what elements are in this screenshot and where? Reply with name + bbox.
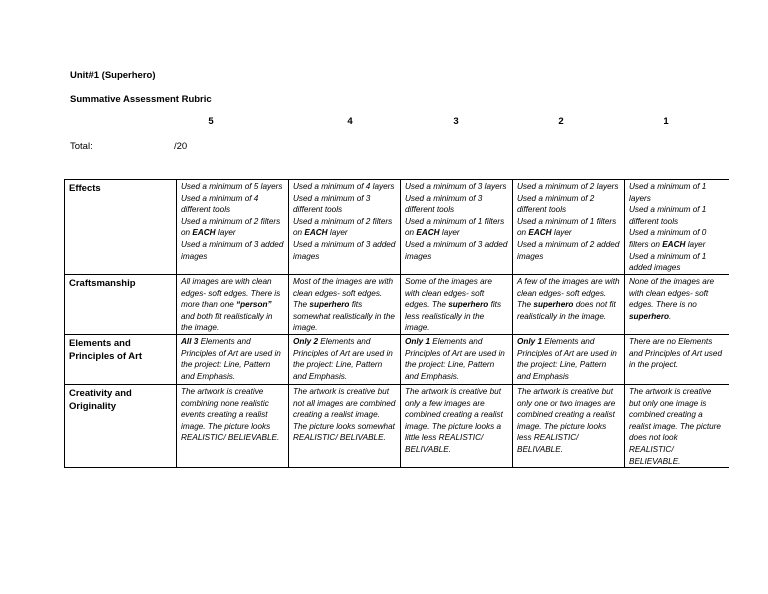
- descriptor-line: [629, 336, 725, 371]
- descriptor-emphasis: Only 1: [517, 337, 543, 346]
- descriptor-emphasis: EACH: [528, 228, 552, 238]
- descriptor-text: layer: [327, 228, 348, 238]
- descriptor-line: [293, 276, 396, 334]
- descriptor-cell: [289, 180, 401, 275]
- descriptor-emphasis: superhero: [629, 311, 670, 321]
- descriptor-emphasis: EACH: [192, 228, 216, 238]
- descriptor-line: [517, 193, 620, 216]
- descriptor-emphasis: superhero: [533, 300, 574, 310]
- descriptor-text: Used a minimum of 0 filters on: [629, 228, 707, 249]
- criterion-cell: Craftsmanship: [65, 275, 177, 335]
- descriptor-line: [405, 336, 508, 382]
- descriptor-cell: [401, 180, 513, 275]
- rubric-table: [64, 179, 729, 468]
- descriptor-cell: [177, 335, 289, 385]
- descriptor-cell: [513, 385, 625, 468]
- descriptor-text: Used a minimum of 5 layers: [181, 182, 283, 191]
- descriptor-line: [517, 239, 620, 262]
- descriptor-cell: [401, 275, 513, 335]
- descriptor-text: fits somewhat realistically in the image.: [293, 300, 395, 333]
- descriptor-text: Used a minimum of 1 filters on: [517, 216, 617, 238]
- descriptor-line: [629, 227, 725, 250]
- descriptor-line: [517, 276, 620, 322]
- descriptor-cell: [513, 180, 625, 275]
- descriptor-text: layer: [439, 228, 460, 238]
- descriptor-emphasis: Only 2: [293, 337, 319, 346]
- descriptor-line: [405, 276, 508, 334]
- descriptor-line: [405, 181, 508, 193]
- descriptor-line: [629, 204, 725, 227]
- descriptor-text: The artwork is creative but only one or two images are combined creating a realist image. The picture looks less REALISTIC/ BELIVABLE.: [517, 387, 616, 454]
- rubric-row: [65, 335, 729, 385]
- descriptor-text: layer: [215, 228, 236, 238]
- descriptor-text: All images are with clean edges- soft edges. There is more than one: [181, 277, 281, 310]
- criterion-cell: Creativity and Originality: [65, 385, 177, 468]
- descriptor-text: Used a minimum of 2 added images: [517, 239, 620, 261]
- descriptor-text: Elements and Principles of Art are used in the project: Line, Pattern and Emphasis.: [181, 337, 281, 381]
- criterion-cell: Elements and Principles of Art: [65, 335, 177, 385]
- descriptor-line: [293, 336, 396, 382]
- score-header-4: 4: [347, 116, 353, 127]
- descriptor-cell: [625, 385, 729, 468]
- descriptor-line: [629, 181, 725, 204]
- descriptor-line: [181, 336, 284, 382]
- descriptor-cell: [177, 180, 289, 275]
- descriptor-line: [517, 181, 620, 193]
- descriptor-line: [517, 386, 620, 456]
- descriptor-cell: [513, 275, 625, 335]
- descriptor-cell: [289, 275, 401, 335]
- descriptor-text: Used a minimum of 4 different tools: [181, 193, 259, 215]
- descriptor-text: Used a minimum of 1 layers: [629, 182, 707, 203]
- descriptor-text: Used a minimum of 3 layers: [405, 182, 507, 191]
- unit-title: Unit#1 (Superhero): [70, 70, 156, 81]
- descriptor-text: Used a minimum of 3 added images: [181, 239, 284, 261]
- descriptor-text: .: [669, 311, 672, 321]
- descriptor-emphasis: All 3: [181, 337, 199, 346]
- descriptor-text: Used a minimum of 4 layers: [293, 182, 395, 191]
- rubric-row: [65, 385, 729, 468]
- descriptor-line: [517, 336, 620, 382]
- descriptor-line: [405, 193, 508, 216]
- descriptor-emphasis: EACH: [304, 228, 328, 238]
- descriptor-cell: [401, 335, 513, 385]
- descriptor-text: fits less realistically in the image.: [405, 300, 502, 333]
- descriptor-emphasis: “person”: [236, 300, 272, 310]
- descriptor-emphasis: superhero: [448, 300, 489, 310]
- descriptor-text: None of the images are with clean edges- soft edges. There is no: [629, 277, 715, 310]
- rubric-subtitle: Summative Assessment Rubric: [70, 94, 212, 105]
- descriptor-line: [293, 239, 396, 262]
- total-label: Total:: [70, 141, 93, 152]
- descriptor-text: Elements and Principles of Art are used in the project: Line, Pattern and Emphasis.: [405, 337, 505, 381]
- descriptor-emphasis: superhero: [309, 300, 350, 310]
- descriptor-line: [181, 193, 284, 216]
- rubric-row: [65, 180, 729, 275]
- descriptor-line: [629, 386, 725, 467]
- descriptor-text: Used a minimum of 3 different tools: [293, 193, 371, 215]
- descriptor-text: The artwork is creative but only one image is combined creating a realist image. The picture does not look REALISTIC/ BELIEVABLE.: [629, 387, 721, 466]
- rubric-row: [65, 275, 729, 335]
- descriptor-cell: [401, 385, 513, 468]
- descriptor-line: [517, 216, 620, 239]
- descriptor-text: The artwork is creative combining none realistic events creating a realist image. The picture looks REALISTIC/ BELIEVABLE.: [181, 387, 280, 443]
- descriptor-text: Elements and Principles of Art are used in the project: Line, Pattern and Emphasis: [517, 337, 617, 381]
- descriptor-cell: [289, 335, 401, 385]
- descriptor-text: Used a minimum of 1 different tools: [629, 205, 707, 226]
- descriptor-text: Used a minimum of 2 layers: [517, 182, 619, 191]
- descriptor-text: Some of the images are with clean edges- soft edges. The: [405, 277, 492, 310]
- descriptor-line: [293, 193, 396, 216]
- descriptor-line: [293, 386, 396, 444]
- descriptor-text: Used a minimum of 2 filters on: [293, 216, 393, 238]
- descriptor-line: [405, 239, 508, 262]
- score-header-5: 5: [208, 116, 214, 127]
- descriptor-emphasis: Only 1: [405, 337, 431, 346]
- descriptor-text: The artwork is creative but only a few images are combined creating a realist image. The picture looks a little less REALISTIC/ BELIVABLE.: [405, 387, 503, 454]
- descriptor-line: [405, 386, 508, 456]
- descriptor-text: Used a minimum of 2 different tools: [517, 193, 595, 215]
- descriptor-text: There are no Elements and Principles of Art used in the project.: [629, 337, 722, 370]
- descriptor-text: layer: [551, 228, 572, 238]
- descriptor-text: Used a minimum of 3 added images: [405, 239, 508, 261]
- score-header-1: 1: [663, 116, 669, 127]
- descriptor-line: [405, 216, 508, 239]
- descriptor-line: [181, 181, 284, 193]
- descriptor-line: [181, 386, 284, 444]
- descriptor-cell: [177, 275, 289, 335]
- descriptor-line: [293, 216, 396, 239]
- score-header-2: 2: [558, 116, 564, 127]
- descriptor-text: Used a minimum of 2 filters on: [181, 216, 281, 238]
- descriptor-emphasis: EACH: [662, 239, 686, 249]
- descriptor-text: and both fit realistically in the image.: [181, 311, 273, 333]
- descriptor-line: [629, 251, 725, 274]
- descriptor-line: [181, 216, 284, 239]
- score-header-3: 3: [453, 116, 459, 127]
- descriptor-text: The artwork is creative but not all images are combined creating a realist image. The picture looks somewhat REALISTIC/ BELIVABLE.: [293, 387, 396, 443]
- descriptor-cell: [289, 385, 401, 468]
- descriptor-line: [181, 276, 284, 334]
- descriptor-emphasis: EACH: [416, 228, 440, 238]
- descriptor-cell: [177, 385, 289, 468]
- descriptor-cell: [625, 180, 729, 275]
- descriptor-text: Used a minimum of 1 filters on: [405, 216, 505, 238]
- descriptor-cell: [625, 275, 729, 335]
- total-value: /20: [174, 141, 188, 152]
- descriptor-text: Elements and Principles of Art are used in the project: Line, Pattern and Emphasis.: [293, 337, 393, 381]
- descriptor-cell: [625, 335, 729, 385]
- descriptor-line: [629, 276, 725, 322]
- criterion-cell: Effects: [65, 180, 177, 275]
- descriptor-text: Used a minimum of 1 added images: [629, 251, 707, 273]
- descriptor-text: Most of the images are with clean edges- soft edges. The: [293, 277, 394, 310]
- descriptor-text: Used a minimum of 3 different tools: [405, 193, 483, 215]
- descriptor-text: layer: [685, 239, 706, 249]
- descriptor-line: [293, 181, 396, 193]
- descriptor-line: [181, 239, 284, 262]
- descriptor-text: A few of the images are with clean edges- soft edges. The: [517, 277, 620, 310]
- descriptor-text: does not fit realistically in the image.: [517, 300, 616, 321]
- descriptor-text: Used a minimum of 3 added images: [293, 239, 396, 261]
- descriptor-cell: [513, 335, 625, 385]
